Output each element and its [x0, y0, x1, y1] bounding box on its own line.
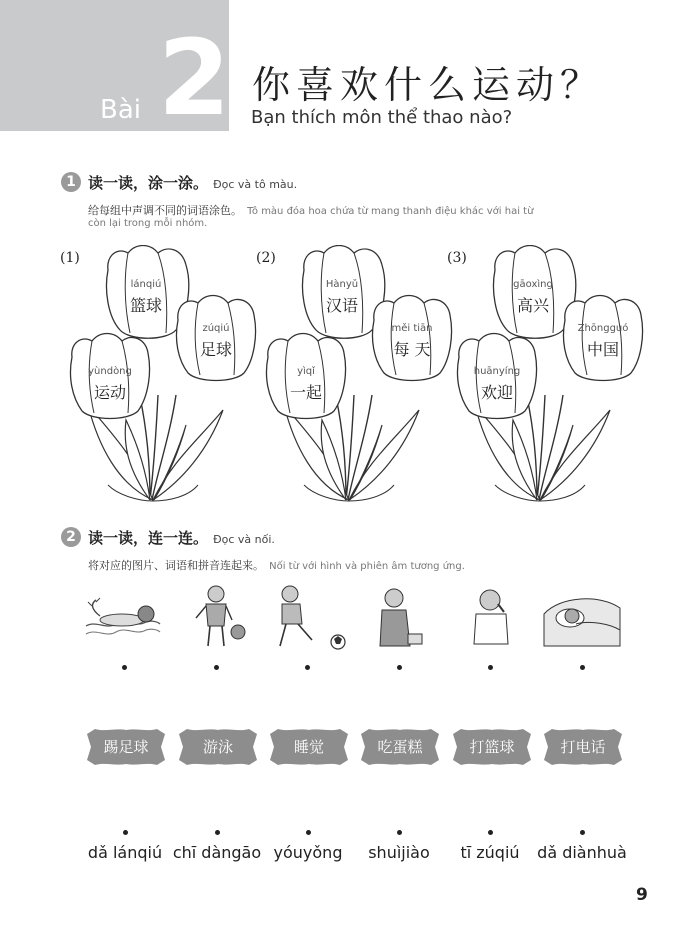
exercise-1-instruction	[88, 199, 533, 218]
match-dot[interactable]	[580, 830, 585, 835]
card-label: 睡觉	[293, 738, 324, 756]
match-dot[interactable]	[397, 830, 402, 835]
pinyin-option[interactable]: yóuyǒng	[273, 843, 343, 862]
card-label: 游泳	[202, 738, 233, 756]
flower-group-1[interactable]	[58, 245, 258, 510]
exercise-1-title: 读一读，涂一涂。	[88, 174, 209, 192]
card-label: 打电话	[560, 738, 606, 756]
word-pinyin: yùndòng	[88, 366, 132, 377]
word-card[interactable]	[177, 726, 259, 768]
word-hanzi: 中国	[586, 340, 619, 359]
match-dot[interactable]	[122, 665, 127, 670]
exercise-2-instruction-vi: Nối từ với hình và phiên âm tương ứng.	[269, 561, 465, 572]
exercise-1-number: 1	[61, 172, 81, 192]
exercise-2-title-vi: Đọc và nối.	[213, 533, 275, 546]
soccer-picture[interactable]	[268, 584, 348, 650]
exercise-1-instruction-vi: Tô màu đóa hoa chứa từ mang thanh điệu khác với hai từ	[247, 206, 534, 217]
exercise-1-instruction-cn: 给每组中声调不同的词语涂色。	[88, 204, 242, 217]
flower-group-3[interactable]	[445, 245, 645, 510]
word-hanzi: 运动	[93, 383, 126, 402]
exercise-2-title: 读一读，连一连。	[88, 529, 209, 547]
pinyin-option[interactable]: dǎ diànhuà	[537, 843, 627, 862]
group-label: (3)	[447, 250, 467, 266]
exercise-1-heading	[88, 172, 297, 193]
word-card[interactable]	[451, 726, 533, 768]
match-dot[interactable]	[580, 665, 585, 670]
word-card[interactable]	[85, 726, 167, 768]
exercise-1-instruction-vi-2: còn lại trong mỗi nhóm.	[88, 218, 208, 229]
match-dot[interactable]	[305, 665, 310, 670]
exercise-1-title-vi: Đọc và tô màu.	[213, 178, 298, 191]
sleeping-picture[interactable]	[540, 584, 620, 650]
pinyin-option[interactable]: shuìjiào	[368, 843, 430, 862]
word-card[interactable]	[542, 726, 624, 768]
match-dot[interactable]	[215, 830, 220, 835]
match-dot[interactable]	[123, 830, 128, 835]
word-hanzi: 一起	[289, 383, 322, 402]
word-pinyin: Zhōngguó	[577, 323, 629, 334]
match-dot[interactable]	[488, 665, 493, 670]
word-pinyin: gāoxìng	[513, 279, 553, 290]
match-dot[interactable]	[397, 665, 402, 670]
card-label: 打篮球	[469, 738, 515, 756]
group-label: (1)	[60, 250, 80, 266]
match-dot[interactable]	[306, 830, 311, 835]
exercise-2-instruction	[88, 554, 465, 573]
word-card[interactable]	[359, 726, 441, 768]
word-hanzi: 篮球	[129, 296, 162, 315]
phone-call-picture[interactable]	[452, 584, 532, 650]
lesson-word: Bài	[100, 95, 141, 125]
word-pinyin: zúqiú	[202, 323, 230, 334]
word-hanzi: 欢迎	[480, 383, 513, 402]
exercise-2-instruction-cn: 将对应的图片、词语和拼音连起来。	[88, 559, 264, 572]
word-hanzi: 汉语	[325, 296, 358, 315]
pinyin-option[interactable]: dǎ lánqiú	[87, 843, 163, 862]
swimming-picture[interactable]	[82, 590, 162, 656]
word-hanzi: 每 天	[393, 340, 431, 359]
match-dot[interactable]	[488, 830, 493, 835]
pinyin-option[interactable]: chī dàngāo	[172, 843, 262, 862]
word-pinyin: lánqiú	[130, 279, 162, 290]
word-hanzi: 高兴	[516, 296, 549, 315]
exercise-2-number: 2	[61, 527, 81, 547]
basketball-picture[interactable]	[176, 584, 256, 650]
pinyin-option[interactable]: tī zúqiú	[460, 843, 520, 862]
word-pinyin: huānyíng	[473, 366, 521, 377]
word-pinyin: Hànyǔ	[325, 279, 359, 290]
word-card[interactable]	[268, 726, 350, 768]
page-number: 9	[636, 885, 648, 905]
word-hanzi: 足球	[199, 340, 232, 359]
lesson-number: 2	[158, 17, 231, 139]
card-label: 踢足球	[103, 738, 149, 756]
match-dot[interactable]	[214, 665, 219, 670]
group-label: (2)	[256, 250, 276, 266]
eating-cake-picture[interactable]	[358, 584, 438, 650]
word-pinyin: měi tiān	[391, 323, 433, 334]
card-label: 吃蛋糕	[377, 738, 423, 756]
exercise-2-heading	[88, 527, 275, 548]
lesson-title-vietnamese: Bạn thích môn thể thao nào?	[251, 107, 513, 128]
lesson-title-chinese: 你喜欢什么运动？	[252, 63, 605, 107]
flower-group-2[interactable]	[254, 245, 454, 510]
word-pinyin: yìqǐ	[297, 366, 315, 377]
